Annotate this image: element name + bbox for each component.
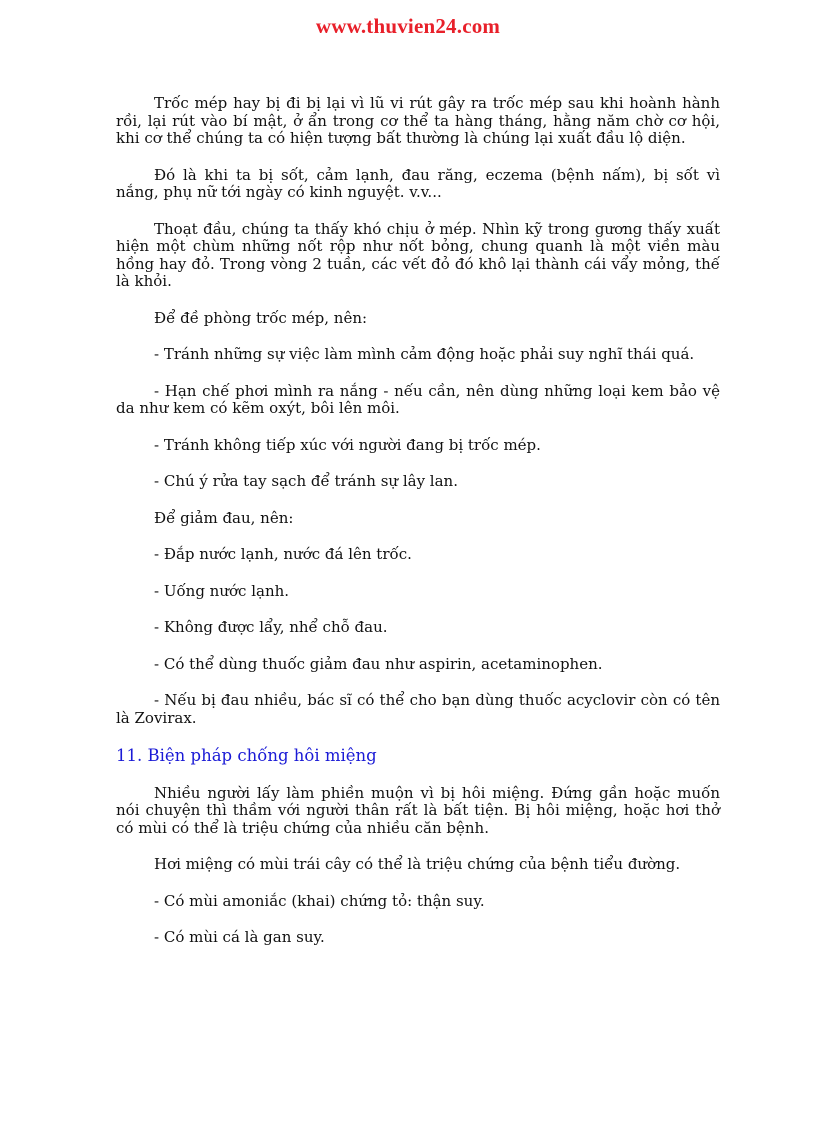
breath-item: - Có mùi cá là gan suy.	[154, 928, 325, 946]
prevention-item: - Tránh không tiếp xúc với người đang bị trốc mép.	[154, 435, 541, 454]
pain-intro: Để giảm đau, nên:	[154, 508, 294, 527]
paragraph-symptoms: Thoạt đầu, chúng ta thấy khó chịu ở mép. Nhìn kỹ trong gương thấy xuất hiện một chùm những nốt rộp như nốt bỏng, chung quanh là một viền màu hồng hay đỏ. Trong vòng 2 tuần, các vết đỏ đó khô lại thành cái vẩy mỏng, thế là khỏi.	[116, 219, 720, 290]
pain-item: - Có thể dùng thuốc giảm đau như aspirin, acetaminophen.	[154, 654, 603, 673]
paragraph-triggers: Đó là khi ta bị sốt, cảm lạnh, đau răng, eczema (bệnh nấm), bị sốt vì nắng, phụ nữ tới ngày có kinh nguyệt. v.v...	[116, 165, 720, 201]
pain-item: - Nếu bị đau nhiều, bác sĩ có thể cho bạn dùng thuốc acyclovir còn có tên là Zovirax.	[116, 691, 720, 727]
prevention-item: - Tránh những sự việc làm mình cảm động hoặc phải suy nghĩ thái quá.	[154, 345, 695, 363]
prevention-intro: Để đề phòng trốc mép, nên:	[154, 308, 368, 327]
paragraph-bad-breath: Nhiều người lấy làm phiền muộn vì bị hôi miệng. Đứng gần hoặc muốn nói chuyện thì thầm với người thân rất là bất tiện. Bị hôi miệng, hoặc hơi thở có mùi có thể là triệu chứng của nhiều căn bệnh.	[116, 783, 720, 837]
paragraph-diabetes: Hơi miệng có mùi trái cây có thể là triệu chứng của bệnh tiểu đường.	[154, 855, 681, 873]
prevention-item: - Hạn chế phơi mình ra nắng - nếu cần, nên dùng những loại kem bảo vệ da như kem có kẽm oxýt, bôi lên môi.	[116, 381, 720, 417]
pain-item: - Không được lẩy, nhể chỗ đau.	[154, 618, 388, 636]
section-heading: 11. Biện pháp chống hôi miệng	[116, 746, 377, 765]
paragraph-recurrence: Trốc mép hay bị đi bị lại vì lũ vi rút gây ra trốc mép sau khi hoành hành rồi, lại rút vào bí mật, ở ẩn trong cơ thể ta hàng tháng, hằng năm chờ cơ hội, khi cơ thể chúng ta có hiện tượng bất thường là chúng lại xuất đầu lộ diện.	[116, 94, 720, 147]
pain-item: - Uống nước lạnh.	[154, 581, 290, 600]
document-body	[116, 95, 720, 966]
site-header[interactable]: www.thuvien24.com	[315, 14, 501, 38]
breath-item: - Có mùi amoniắc (khai) chứng tỏ: thận suy.	[154, 891, 485, 910]
prevention-item: - Chú ý rửa tay sạch để tránh sự lây lan.	[154, 472, 458, 490]
pain-item: - Đắp nước lạnh, nước đá lên trốc.	[154, 545, 412, 563]
